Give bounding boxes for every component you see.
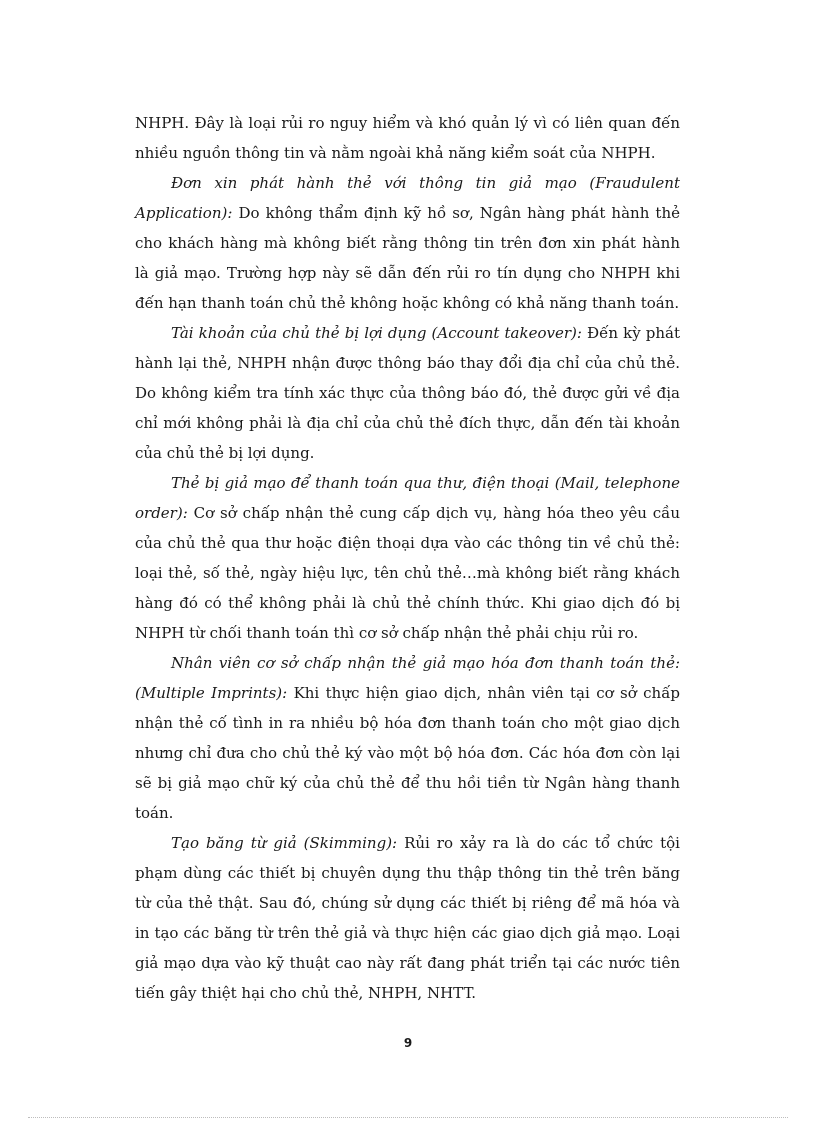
paragraph (135, 318, 680, 468)
paragraph-lead: Tài khoản của chủ thẻ bị lợi dụng (Account takeover): (171, 324, 588, 342)
paragraph-lead: Thẻ bị giả mạo để thanh toán qua thư, điện thoại (Mail, telephone order): (135, 474, 680, 522)
paragraph (135, 468, 680, 648)
paragraph-body: Do không thẩm định kỹ hồ sơ, Ngân hàng phát hành thẻ cho khách hàng mà không biết rằng thông tin trên đơn xin phát hành là giả mạo. Trường hợp này sẽ dẫn đến rủi ro tín dụng cho NHPH khi đến hạn thanh toán chủ thẻ không hoặc không có khả năng thanh toán. (135, 204, 680, 312)
paragraph (135, 828, 680, 1008)
body-text (135, 108, 680, 1008)
paragraph-body: Khi thực hiện giao dịch, nhân viên tại cơ sở chấp nhận thẻ cố tình in ra nhiều bộ hóa đơn thanh toán cho một giao dịch nhưng chỉ đưa cho chủ thẻ ký vào một bộ hóa đơn. Các hóa đơn còn lại sẽ bị giả mạo chữ ký của chủ thẻ để thu hồi tiền từ Ngân hàng thanh toán. (135, 684, 680, 822)
paragraph-body: NHPH. Đây là loại rủi ro nguy hiểm và khó quản lý vì có liên quan đến nhiều nguồn thông tin và nằm ngoài khả năng kiểm soát của NHPH. (135, 114, 680, 162)
paragraph-lead: Đơn xin phát hành thẻ với thông tin giả mạo (Fraudulent Application): (135, 174, 680, 222)
page-number: 9 (403, 1036, 413, 1050)
paragraph-lead: Nhân viên cơ sở chấp nhận thẻ giả mạo hóa đơn thanh toán thẻ: (Multiple Imprints): (135, 654, 680, 702)
paragraph-body: Đến kỳ phát hành lại thẻ, NHPH nhận được thông báo thay đổi địa chỉ của chủ thẻ. Do không kiểm tra tính xác thực của thông báo đó, thẻ được gửi về địa chỉ mới không phải là địa chỉ của chủ thẻ đích thực, dẫn đến tài khoản của chủ thẻ bị lợi dụng. (135, 324, 680, 462)
paragraph (135, 168, 680, 318)
paragraph (135, 648, 680, 828)
paragraph (135, 108, 680, 168)
paragraph-body: Rủi ro xảy ra là do các tổ chức tội phạm dùng các thiết bị chuyên dụng thu thập thông tin thẻ trên băng từ của thẻ thật. Sau đó, chúng sử dụng các thiết bị riêng để mã hóa và in tạo các băng từ trên thẻ giả và thực hiện các giao dịch giả mạo. Loại giả mạo dựa vào kỹ thuật cao này rất đang phát triển tại các nước tiên tiến gây thiệt hại cho chủ thẻ, NHPH, NHTT. (135, 834, 680, 1002)
paragraph-body: Cơ sở chấp nhận thẻ cung cấp dịch vụ, hàng hóa theo yêu cầu của chủ thẻ qua thư hoặc điện thoại dựa vào các thông tin về chủ thẻ: loại thẻ, số thẻ, ngày hiệu lực, tên chủ thẻ…mà không biết rằng khách hàng đó có thể không phải là chủ thẻ chính thức. Khi giao dịch đó bị NHPH từ chối thanh toán thì cơ sở chấp nhận thẻ phải chịu rủi ro. (135, 504, 681, 642)
footer-divider (28, 1117, 788, 1118)
paragraph-lead: Tạo băng từ giả (Skimming): (171, 834, 405, 852)
